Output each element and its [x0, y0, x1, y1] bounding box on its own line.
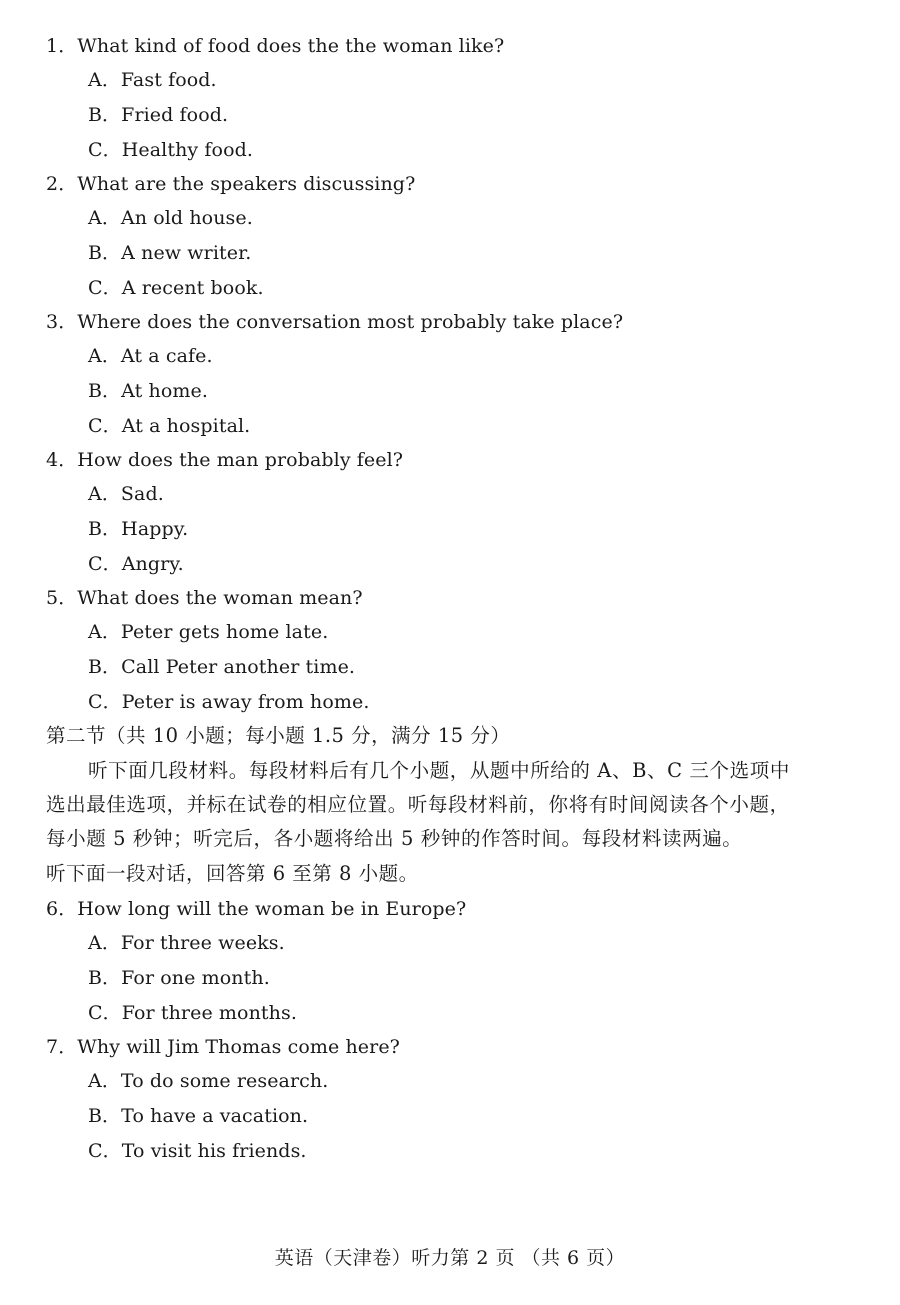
section-2-subinstruction: 听下面一段对话，回答第 6 至第 8 小题。	[46, 862, 419, 885]
question-5-option-b: B．Call Peter another time.	[88, 656, 356, 678]
question-3-option-c: C．At a hospital.	[88, 415, 251, 437]
question-7-option-c: C．To visit his friends.	[88, 1140, 307, 1162]
question-3-option-b: B．At home.	[88, 380, 209, 402]
question-4-option-c: C．Angry.	[88, 553, 184, 575]
question-5-option-a: A．Peter gets home late.	[88, 621, 329, 643]
question-2-option-c: C．A recent book.	[88, 277, 264, 299]
section-2-instruction-line-1: 听下面几段材料。每段材料后有几个小题，从题中所给的 A、B、C 三个选项中	[88, 759, 790, 782]
question-4-stem: 4．How does the man probably feel?	[46, 449, 404, 471]
question-3-stem: 3．Where does the conversation most probably take place?	[46, 311, 624, 333]
question-1-option-c: C．Healthy food.	[88, 139, 254, 161]
question-7-stem: 7．Why will Jim Thomas come here?	[46, 1036, 400, 1058]
question-6-stem: 6．How long will the woman be in Europe?	[46, 898, 467, 920]
section-2-heading: 第二节（共 10 小题；每小题 1.5 分，满分 15 分）	[46, 724, 511, 747]
question-1-stem: 1．What kind of food does the the woman like?	[46, 35, 505, 57]
question-2-stem: 2．What are the speakers discussing?	[46, 173, 416, 195]
question-2-option-a: A．An old house.	[88, 207, 253, 229]
question-6-option-c: C．For three months.	[88, 1002, 297, 1024]
section-2-instruction-line-2: 选出最佳选项，并标在试卷的相应位置。听每段材料前，你将有时间阅读各个小题，	[46, 793, 790, 816]
question-7-option-a: A．To do some research.	[88, 1070, 329, 1092]
page-footer: 英语（天津卷）听力第 2 页 （共 6 页）	[274, 1247, 626, 1269]
question-1-option-b: B．Fried food.	[88, 104, 229, 126]
section-2-instruction-line-3: 每小题 5 秒钟；听完后，各小题将给出 5 秒钟的作答时间。每段材料读两遍。	[46, 827, 743, 850]
question-6-option-a: A．For three weeks.	[88, 932, 285, 954]
question-3-option-a: A．At a cafe.	[88, 345, 213, 367]
question-7-option-b: B．To have a vacation.	[88, 1105, 309, 1127]
question-4-option-b: B．Happy.	[88, 518, 189, 540]
question-1-option-a: A．Fast food.	[88, 69, 217, 91]
question-4-option-a: A．Sad.	[88, 483, 164, 505]
question-2-option-b: B．A new writer.	[88, 242, 252, 264]
question-6-option-b: B．For one month.	[88, 967, 270, 989]
question-5-stem: 5．What does the woman mean?	[46, 587, 363, 609]
question-5-option-c: C．Peter is away from home.	[88, 691, 370, 713]
